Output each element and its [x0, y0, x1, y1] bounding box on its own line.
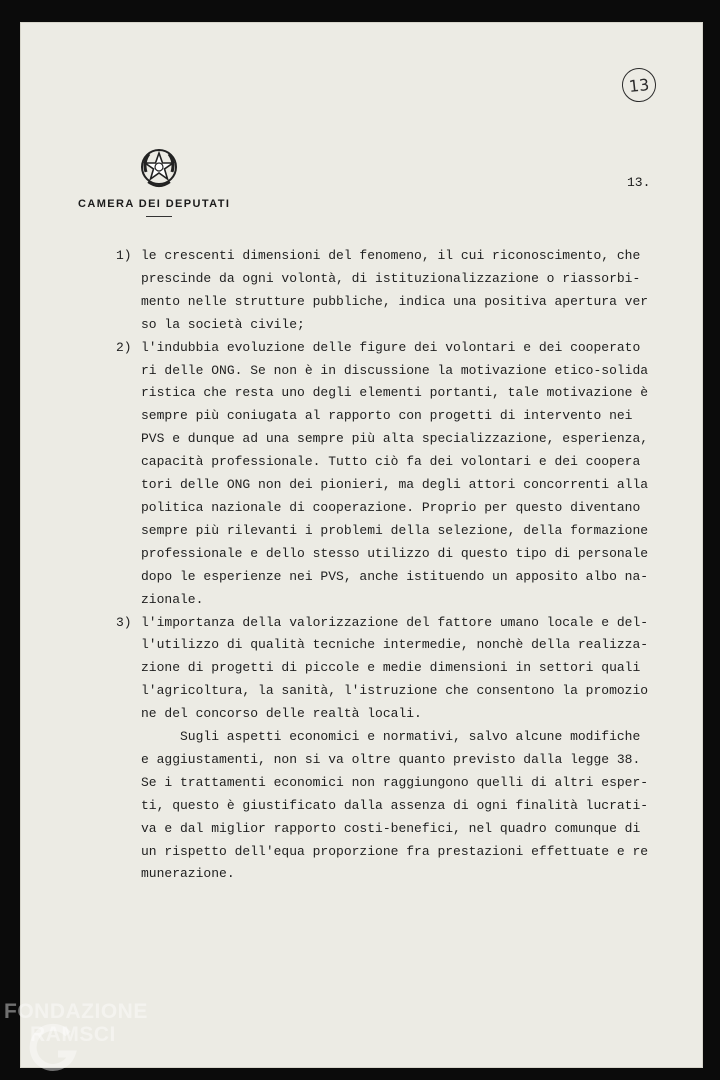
handwritten-page-number: 13 [620, 66, 657, 103]
text-line: ri delle ONG. Se non è in discussione la motivazione etico-solida [141, 362, 649, 378]
list-item-number: 3) [116, 614, 132, 630]
list-item [116, 337, 656, 612]
institution-name: CAMERA DEI DEPUTATI [78, 198, 231, 210]
text-line: sempre più rilevanti i problemi della selezione, della formazione [141, 522, 649, 538]
text-line: l'utilizzo di qualità tecniche intermedie, nonchè della realizza- [141, 637, 649, 653]
text-line: sempre più coniugata al rapporto con progetti di intervento nei [141, 408, 633, 424]
archive-watermark [4, 1000, 148, 1046]
text-line: zione di progetti di piccole e medie dimensioni in settori quali [141, 660, 641, 676]
text-line: Sugli aspetti economici e normativi, salvo alcune modifiche [180, 729, 641, 745]
text-line: so la società civile; [141, 316, 305, 332]
document-page [20, 22, 703, 1068]
text-line: le crescenti dimensioni del fenomeno, il cui riconoscimento, che [141, 248, 641, 263]
text-line: PVS e dunque ad una sempre più alta specializzazione, esperienza, [141, 431, 649, 447]
header-rule [146, 216, 172, 217]
text-line: ne del concorso delle realtà locali. [141, 706, 422, 722]
text-line: l'importanza della valorizzazione del fattore umano locale e del- [141, 614, 649, 630]
text-line: e aggiustamenti, non si va oltre quanto previsto dalla legge 38. [141, 751, 641, 767]
list-item-number: 2) [116, 339, 132, 355]
list-item-number: 1) [116, 248, 132, 263]
text-line: zionale. [141, 591, 204, 607]
watermark-line-2: RAMSCI [30, 1023, 116, 1046]
text-line: capacità professionale. Tutto ciò fa dei volontari e dei coopera [141, 454, 641, 470]
text-line: prescinde da ogni volontà, di istituzionalizzazione o riassorbi- [141, 270, 641, 286]
watermark-line-1: FONDAZIONE [4, 1000, 148, 1023]
typed-page-number: 13. [627, 175, 651, 190]
document-body [116, 245, 656, 886]
text-line: mento nelle strutture pubbliche, indica una positiva apertura ver [141, 293, 649, 309]
text-line: ristica che resta uno degli elementi portanti, tale motivazione è [141, 385, 649, 401]
italian-emblem-icon [138, 146, 180, 190]
text-line: politica nazionale di cooperazione. Proprio per questo diventano [141, 499, 641, 515]
closing-paragraph [116, 726, 656, 886]
text-line: l'agricoltura, la sanità, l'istruzione che consentono la promozio [141, 683, 649, 699]
text-line: munerazione. [141, 866, 235, 882]
text-line: un rispetto dell'equa proporzione fra prestazioni effettuate e re [141, 843, 649, 859]
text-line: professionale e dello stesso utilizzo di questo tipo di personale [141, 545, 649, 561]
text-line: dopo le esperienze nei PVS, anche istituendo un apposito albo na- [141, 568, 649, 584]
list-item [116, 245, 656, 337]
list-item [116, 612, 656, 727]
text-line: l'indubbia evoluzione delle figure dei volontari e dei cooperato [141, 339, 641, 355]
text-line: Se i trattamenti economici non raggiungono quelli di altri esper- [141, 774, 649, 790]
text-line: ti, questo è giustificato dalla assenza di ogni finalità lucrati- [141, 797, 649, 813]
text-line: va e dal miglior rapporto costi-benefici, nel quadro comunque di [141, 820, 641, 836]
text-line: tori delle ONG non dei pionieri, ma degli attori concorrenti alla [141, 477, 649, 493]
